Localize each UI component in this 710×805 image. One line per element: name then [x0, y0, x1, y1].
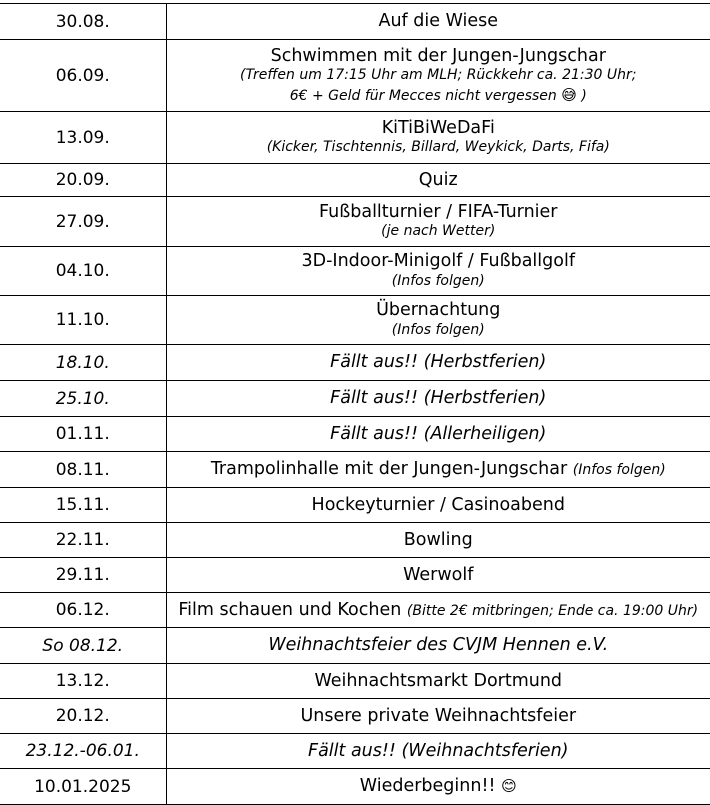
activity-title: Fällt aus!! (Weihnachtsferien)	[308, 740, 569, 761]
activity-title: Wiederbeginn!!	[359, 776, 496, 797]
date-cell: 01.11.	[0, 417, 166, 452]
table-row	[0, 381, 710, 417]
activity-title: KiTiBiWeDaFi	[381, 117, 495, 138]
table-row	[0, 558, 710, 593]
activity-title: Trampolinhalle mit der Jungen-Jungschar	[210, 459, 568, 480]
table-row	[0, 197, 710, 247]
activity-cell	[166, 734, 710, 769]
activity-cell	[166, 593, 710, 628]
schedule-table	[0, 3, 710, 805]
smile-emoji-icon: 😊	[501, 777, 517, 796]
table-row	[0, 734, 710, 769]
activity-note-line2	[169, 85, 709, 106]
date-cell: 29.11.	[0, 558, 166, 593]
activity-cell	[166, 40, 710, 112]
activity-note-text: 6€ + Geld für Mecces nicht vergessen	[289, 87, 557, 104]
date-cell: 11.10.	[0, 296, 166, 345]
activity-note: (Infos folgen)	[391, 321, 485, 338]
activity-title: Film schauen und Kochen	[178, 599, 402, 620]
activity-cell	[166, 417, 710, 452]
table-row	[0, 628, 710, 664]
activity-title: 3D-Indoor-Minigolf / Fußballgolf	[301, 251, 575, 272]
date-cell: 23.12.-06.01.	[0, 734, 166, 769]
activity-inline-note: (Infos folgen)	[572, 462, 666, 479]
activity-cell	[166, 112, 710, 164]
activity-title: Weihnachtsmarkt Dortmund	[314, 670, 563, 691]
activity-title: Schwimmen mit der Jungen-Jungschar	[270, 45, 606, 66]
activity-cell	[166, 345, 710, 381]
activity-note: (Infos folgen)	[391, 272, 485, 289]
activity-title: Bowling	[403, 529, 473, 550]
table-row	[0, 4, 710, 40]
table-row	[0, 296, 710, 345]
activity-note-close: )	[581, 87, 587, 104]
date-cell: 25.10.	[0, 381, 166, 417]
table-row	[0, 593, 710, 628]
activity-title: Fällt aus!! (Allerheiligen)	[330, 423, 547, 444]
activity-inline-note: (Bitte 2€ mitbringen; Ende ca. 19:00 Uhr)	[406, 602, 699, 619]
activity-title: Werwolf	[403, 564, 474, 585]
activity-note: (Kicker, Tischtennis, Billard, Weykick, Darts, Fifa)	[266, 139, 610, 156]
date-cell: 18.10.	[0, 345, 166, 381]
table-row	[0, 247, 710, 296]
table-row	[0, 523, 710, 558]
date-cell: 10.01.2025	[0, 769, 166, 805]
table-row	[0, 40, 710, 112]
date-cell: 13.09.	[0, 112, 166, 164]
activity-cell	[166, 381, 710, 417]
date-cell: 08.11.	[0, 452, 166, 488]
date-cell: 20.09.	[0, 164, 166, 197]
activity-title: Auf die Wiese	[378, 11, 499, 32]
activity-title: Weihnachtsfeier des CVJM Hennen e.V.	[268, 635, 609, 656]
activity-cell	[166, 197, 710, 247]
date-cell: 15.11.	[0, 488, 166, 523]
date-cell: 13.12.	[0, 664, 166, 699]
date-cell: 30.08.	[0, 4, 166, 40]
activity-cell	[166, 628, 710, 664]
activity-cell	[166, 452, 710, 488]
date-cell: 04.10.	[0, 247, 166, 296]
table-row	[0, 452, 710, 488]
activity-cell	[166, 4, 710, 40]
activity-note: (je nach Wetter)	[381, 223, 496, 240]
activity-cell	[166, 164, 710, 197]
date-cell: 06.12.	[0, 593, 166, 628]
sweat-smile-emoji-icon: 😅	[561, 85, 577, 104]
activity-title: Übernachtung	[376, 300, 501, 321]
date-cell: 27.09.	[0, 197, 166, 247]
date-cell: 06.09.	[0, 40, 166, 112]
activity-cell	[166, 558, 710, 593]
date-cell: 20.12.	[0, 699, 166, 734]
activity-cell	[166, 296, 710, 345]
activity-cell	[166, 769, 710, 805]
table-row	[0, 417, 710, 452]
activity-title: Hockeyturnier / Casinoabend	[311, 494, 565, 515]
activity-title: Fällt aus!! (Herbstferien)	[330, 388, 547, 409]
table-row	[0, 164, 710, 197]
table-row	[0, 664, 710, 699]
date-cell: 22.11.	[0, 523, 166, 558]
activity-cell	[166, 247, 710, 296]
activity-title: Fußballturnier / FIFA-Turnier	[319, 201, 558, 222]
activity-cell	[166, 488, 710, 523]
table-row	[0, 488, 710, 523]
activity-title: Unsere private Weihnachtsfeier	[300, 705, 577, 726]
activity-note: (Treffen um 17:15 Uhr am MLH; Rückkehr ca. 21:30 Uhr;	[240, 66, 637, 83]
table-row	[0, 769, 710, 805]
activity-cell	[166, 664, 710, 699]
activity-title: Fällt aus!! (Herbstferien)	[330, 352, 547, 373]
table-row	[0, 345, 710, 381]
date-cell: So 08.12.	[0, 628, 166, 664]
table-row	[0, 699, 710, 734]
activity-cell	[166, 699, 710, 734]
activity-cell	[166, 523, 710, 558]
table-row	[0, 112, 710, 164]
activity-title: Quiz	[418, 169, 458, 190]
